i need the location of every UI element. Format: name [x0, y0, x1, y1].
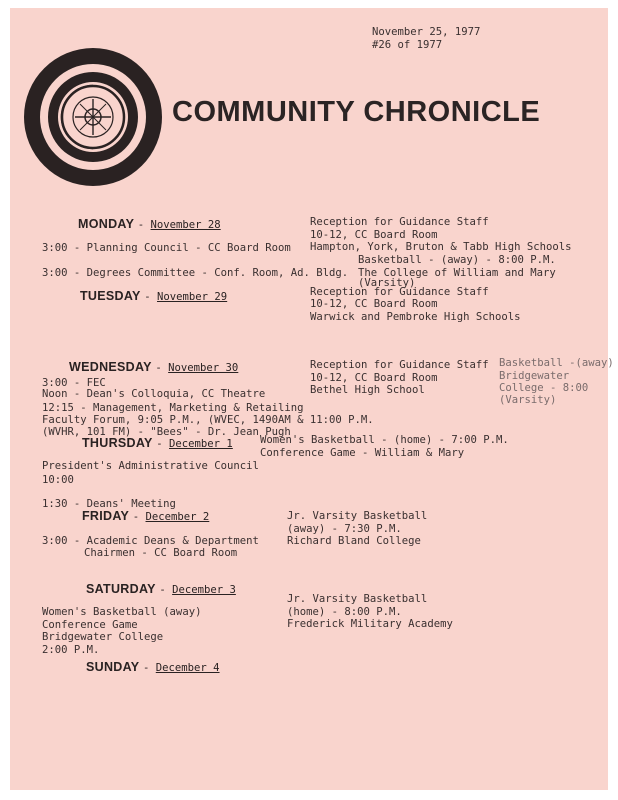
- day-name: THURSDAY: [82, 436, 153, 450]
- event-line: Women's Basketball (away): [42, 606, 202, 618]
- saturday-heading: SATURDAY - December 3: [86, 582, 236, 596]
- event-line: Jr. Varsity Basketball: [287, 510, 428, 522]
- event-line: 1:30 - Deans' Meeting: [42, 498, 176, 510]
- event-line: 2:00 P.M.: [42, 644, 100, 656]
- issue-date: November 25, 1977: [372, 26, 481, 38]
- event-line: Jr. Varsity Basketball: [287, 593, 428, 605]
- event-line: Chairmen - CC Board Room: [84, 547, 238, 559]
- event-line: Hampton, York, Bruton & Tabb High Schools: [310, 241, 572, 253]
- day-name: SATURDAY: [86, 582, 156, 596]
- event-line: Bethel High School: [310, 384, 425, 396]
- event-line: 10:00: [42, 474, 74, 486]
- event-line: 10-12, CC Board Room: [310, 229, 438, 241]
- event-line: (Varsity): [358, 277, 416, 289]
- event-line: Faculty Forum, 9:05 P.M., (WVEC, 1490AM & 11:00 P.M.: [42, 414, 374, 426]
- day-date: November 30: [168, 362, 239, 374]
- thursday-heading: THURSDAY - December 1: [82, 436, 233, 450]
- day-name: FRIDAY: [82, 509, 129, 523]
- event-line: 3:00 - Planning Council - CC Board Room: [42, 242, 291, 254]
- event-line: (WVHR, 101 FM) - "Bees" - Dr. Jean Pugh: [42, 426, 291, 438]
- event-line: Reception for Guidance Staff: [310, 216, 489, 228]
- event-line: The College of William and Mary: [358, 267, 556, 279]
- event-line: 3:00 - FEC: [42, 377, 106, 389]
- event-line: Richard Bland College: [287, 535, 421, 547]
- wednesday-heading: WEDNESDAY - November 30: [69, 360, 239, 374]
- day-name: TUESDAY: [80, 289, 141, 303]
- event-line: Women's Basketball - (home) - 7:00 P.M.: [260, 434, 509, 446]
- day-name: MONDAY: [78, 217, 134, 231]
- event-line: Basketball -(away): [499, 357, 614, 369]
- sunday-heading: SUNDAY - December 4: [86, 660, 220, 674]
- friday-heading: FRIDAY - December 2: [82, 509, 210, 523]
- event-line: (home) - 8:00 P.M.: [287, 606, 402, 618]
- event-line: Bridgewater: [499, 370, 570, 382]
- event-line: (away) - 7:30 P.M.: [287, 523, 402, 535]
- college-seal-logo: [18, 42, 168, 192]
- day-name: SUNDAY: [86, 660, 140, 674]
- event-line: 3:00 - Degrees Committee - Conf. Room, Ad. Bldg.: [42, 267, 349, 279]
- event-line: 12:15 - Management, Marketing & Retailing: [42, 402, 304, 414]
- event-line: Conference Game: [42, 619, 138, 631]
- event-line: 10-12, CC Board Room: [310, 372, 438, 384]
- event-line: Reception for Guidance Staff: [310, 359, 489, 371]
- event-line: (Varsity): [499, 394, 557, 406]
- day-date: November 28: [150, 219, 221, 231]
- event-line: President's Administrative Council: [42, 460, 259, 472]
- event-line: Conference Game - William & Mary: [260, 447, 465, 459]
- event-line: Bridgewater College: [42, 631, 164, 643]
- event-line: 10-12, CC Board Room: [310, 298, 438, 310]
- issue-number: #26 of 1977: [372, 39, 443, 51]
- day-name: WEDNESDAY: [69, 360, 152, 374]
- event-line: Noon - Dean's Colloquia, CC Theatre: [42, 388, 266, 400]
- tuesday-heading: TUESDAY - November 29: [80, 289, 228, 303]
- masthead-title: COMMUNITY CHRONICLE: [172, 96, 541, 128]
- event-line: 3:00 - Academic Deans & Department: [42, 535, 259, 547]
- event-line: Frederick Military Academy: [287, 618, 453, 630]
- day-date: December 2: [145, 511, 210, 523]
- day-date: December 4: [155, 662, 220, 674]
- event-line: Reception for Guidance Staff: [310, 286, 489, 298]
- event-line: Basketball - (away) - 8:00 P.M.: [358, 254, 556, 266]
- event-line: College - 8:00: [499, 382, 589, 394]
- monday-heading: MONDAY - November 28: [78, 217, 221, 231]
- event-line: Warwick and Pembroke High Schools: [310, 311, 521, 323]
- newsletter-page: [10, 8, 614, 790]
- day-date: November 29: [157, 291, 228, 303]
- day-date: December 3: [172, 584, 236, 596]
- day-date: December 1: [169, 438, 233, 450]
